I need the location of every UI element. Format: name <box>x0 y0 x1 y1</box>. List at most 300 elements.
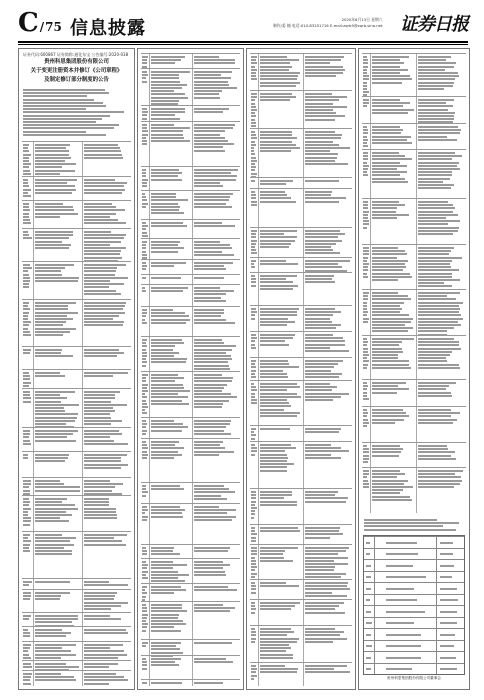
note-text-line <box>364 519 437 521</box>
table-cell-text <box>251 75 256 77</box>
table-cell-text <box>372 260 407 262</box>
table-cell-text <box>142 169 146 171</box>
table-cell-text <box>418 227 459 229</box>
table-cell-text <box>372 448 402 450</box>
table-cell-text <box>305 638 347 640</box>
table-cell-text <box>251 447 257 449</box>
table-cell-text <box>35 324 63 326</box>
table-cell-text <box>84 154 122 156</box>
table-cell-text <box>84 605 121 607</box>
table-cell-text <box>372 62 404 64</box>
table-cell-text <box>260 402 289 404</box>
table-cell-text <box>142 412 147 414</box>
table-cell-text <box>260 376 288 378</box>
table-cell-text <box>260 396 301 398</box>
table-cell-text <box>418 321 458 323</box>
table-cell-text <box>84 666 109 668</box>
table-cell-text <box>418 217 446 219</box>
table-cell-text <box>372 318 412 320</box>
table-cell-text <box>372 263 404 265</box>
table-cell-text <box>142 574 146 576</box>
table-cell-text <box>251 494 256 496</box>
table-cell-text <box>194 172 230 174</box>
table-cell-text <box>194 345 236 347</box>
table-cell-text <box>142 426 146 428</box>
table-cell-text <box>260 450 285 452</box>
table-cell-text <box>305 595 346 597</box>
table-cell-text <box>151 74 179 76</box>
table-cell-text <box>305 389 332 391</box>
table-cell-text <box>151 430 182 432</box>
table-cell-text <box>372 327 412 329</box>
table-cell-text <box>35 401 61 403</box>
table-cell-text <box>84 464 127 466</box>
table-cell-text <box>194 430 224 432</box>
table-row <box>362 379 466 407</box>
table-cell-text <box>84 355 117 357</box>
table-cell-text <box>151 574 189 576</box>
table-cell-text <box>35 598 60 600</box>
table-cell-text <box>363 357 367 359</box>
table-cell-text <box>305 233 345 235</box>
table-cell-text <box>35 657 61 659</box>
table-cell-text <box>363 260 367 262</box>
table-cell-text <box>251 501 256 503</box>
table-cell-text <box>440 576 452 578</box>
table-cell-text <box>84 663 117 665</box>
table-cell-text <box>251 592 256 594</box>
body-text-line <box>23 121 96 123</box>
table-cell-text <box>35 375 64 377</box>
table-cell-text <box>84 407 113 409</box>
table-cell-text <box>260 144 296 146</box>
table-cell-text <box>151 175 178 177</box>
table-cell-text <box>251 134 256 136</box>
table-cell-text <box>260 409 284 411</box>
table-cell-text <box>305 383 330 385</box>
table-cell-text <box>260 641 297 643</box>
table-cell-text <box>305 180 339 182</box>
table-cell-text <box>251 547 257 549</box>
table-cell-text <box>23 595 31 597</box>
table-cell-text <box>84 213 115 215</box>
table-cell-text <box>142 377 146 379</box>
table-cell-text <box>418 201 448 203</box>
table-cell-text <box>305 144 339 146</box>
body-text-line <box>23 92 109 94</box>
table-cell-text <box>366 576 371 578</box>
table-cell-text <box>84 511 116 513</box>
table-cell-text <box>305 260 350 262</box>
table-cell-text <box>251 157 256 159</box>
table-cell-text <box>194 97 220 99</box>
table-cell-text <box>151 387 184 389</box>
table-cell-text <box>194 604 222 606</box>
table-cell-text <box>418 250 451 252</box>
table-cell-text <box>260 233 284 235</box>
table-row <box>250 53 352 91</box>
table-cell-text <box>363 105 367 107</box>
table-cell-text <box>23 517 31 519</box>
table-cell-text <box>260 457 288 459</box>
table-cell-text <box>142 225 148 227</box>
table-cell-text <box>23 550 30 552</box>
table-cell-text <box>260 363 289 365</box>
amendment-table <box>22 141 131 686</box>
table-cell-text <box>194 59 234 61</box>
table-cell-text <box>23 375 30 377</box>
table-cell-text <box>372 250 405 252</box>
table-cell-text <box>260 66 292 68</box>
table-cell-text <box>418 415 451 417</box>
table-cell-text <box>23 280 30 282</box>
table-cell-text <box>84 185 124 187</box>
table-cell-text <box>23 195 31 197</box>
table-cell-text <box>305 106 347 108</box>
table-cell-text <box>305 311 341 313</box>
table-row <box>141 53 240 69</box>
table-cell-text <box>23 305 28 307</box>
table-cell-text <box>305 230 340 232</box>
table-cell-text <box>260 99 290 101</box>
table-cell-text <box>372 360 408 362</box>
table-row <box>250 625 352 663</box>
table-cell-text <box>84 305 125 307</box>
table-cell-text <box>23 520 31 522</box>
table-cell-text <box>251 334 256 336</box>
table-cell-text <box>260 194 287 196</box>
table-cell-text <box>142 664 147 666</box>
appendix-table-row <box>364 582 464 594</box>
table-cell-text <box>23 501 29 503</box>
table-cell-text <box>363 385 368 387</box>
table-cell-text <box>35 595 61 597</box>
table-cell-text <box>35 647 62 649</box>
table-cell-text <box>84 644 123 646</box>
table-cell-text <box>251 281 256 283</box>
table-cell-text <box>142 309 147 311</box>
table-cell-text <box>260 389 287 391</box>
table-cell-text <box>260 69 289 71</box>
table-cell-text <box>440 565 454 567</box>
masthead-meta <box>273 17 382 29</box>
table-cell-text <box>418 419 457 421</box>
table-cell-text <box>418 382 456 384</box>
table-cell-text <box>151 262 186 264</box>
table-cell-text <box>251 585 256 587</box>
table-cell-text <box>305 344 345 346</box>
table-cell-text <box>260 657 293 659</box>
table-cell-text <box>142 447 148 449</box>
table-cell-text <box>35 632 71 634</box>
table-cell-text <box>372 132 400 134</box>
table-cell-text <box>142 567 147 569</box>
newspaper-logo <box>400 10 468 36</box>
table-cell-text <box>151 127 190 129</box>
table-cell-text <box>251 530 255 532</box>
table-cell-text <box>35 355 73 357</box>
table-cell-text <box>418 338 454 340</box>
table-cell-text <box>418 266 451 268</box>
table-cell-text <box>194 130 225 132</box>
table-cell-text <box>194 206 232 208</box>
table-cell-text <box>84 534 127 536</box>
table-cell-text <box>35 480 60 482</box>
table-cell-text <box>84 274 115 276</box>
table-cell-text <box>35 179 77 181</box>
table-cell-text <box>35 498 67 500</box>
table-cell-text <box>84 270 116 272</box>
table-cell-text <box>84 618 121 620</box>
table-cell-text <box>305 263 338 265</box>
table-cell-text <box>363 207 368 209</box>
table-cell-text <box>372 298 410 300</box>
table-cell-text <box>372 496 410 498</box>
table-cell-text <box>35 334 63 336</box>
table-cell-text <box>418 327 454 329</box>
table-cell-text <box>194 447 225 449</box>
table-cell-text <box>84 483 123 485</box>
table-cell-text <box>142 495 146 497</box>
table-row <box>141 503 240 545</box>
table-cell-text <box>142 315 146 317</box>
table-cell-text <box>151 623 186 625</box>
table-row <box>22 346 131 370</box>
table-cell-text <box>142 232 147 234</box>
table-cell-text <box>251 537 256 539</box>
table-cell-text <box>151 196 176 198</box>
table-cell-text <box>363 220 369 222</box>
table-cell-text <box>418 305 459 307</box>
table-cell-text <box>151 380 175 382</box>
table-cell-text <box>151 444 176 446</box>
table-cell-text <box>372 445 400 447</box>
table-cell-text <box>35 423 66 425</box>
table-cell-text <box>372 451 401 453</box>
table-cell-text <box>142 199 147 201</box>
table-cell-text <box>418 230 458 232</box>
table-cell-text <box>84 315 119 317</box>
table-row <box>250 380 352 426</box>
table-cell-text <box>23 430 30 432</box>
table-cell-text <box>305 585 347 587</box>
table-cell-text <box>305 527 340 529</box>
table-cell-text <box>251 243 256 245</box>
table-cell-text <box>418 214 458 216</box>
table-cell-text <box>194 169 237 171</box>
table-cell-text <box>35 216 60 218</box>
table-cell-text <box>260 201 296 203</box>
appendix-footer: 贵州科思集团股份有限公司董事会 <box>387 676 441 680</box>
table-cell-text <box>151 339 182 341</box>
column-4 <box>358 48 470 690</box>
table-cell-text <box>35 270 60 272</box>
table-cell-text <box>151 172 182 174</box>
table-cell-text <box>305 62 330 64</box>
table-cell-text <box>372 211 395 213</box>
table-cell-text <box>305 602 344 604</box>
table-cell-text <box>151 396 188 398</box>
table-cell-text <box>142 185 147 187</box>
table-cell-text <box>418 367 460 369</box>
table-cell-text <box>251 582 255 584</box>
table-cell-text <box>418 476 461 478</box>
table-cell-text <box>260 288 293 290</box>
table-cell-text <box>372 165 407 167</box>
table-row <box>22 299 131 347</box>
table-cell-text <box>251 605 255 607</box>
table-cell-text <box>372 207 397 209</box>
table-cell-text <box>194 111 223 113</box>
table-cell-text <box>363 419 368 421</box>
table-cell-text <box>35 237 69 239</box>
table-row <box>362 406 466 443</box>
table-row <box>141 306 240 337</box>
table-cell-text <box>251 438 255 440</box>
table-cell-text <box>84 189 125 191</box>
table-cell-text <box>363 253 369 255</box>
table-cell-text <box>386 542 417 544</box>
table-cell-text <box>363 470 369 472</box>
table-cell-text <box>251 191 255 193</box>
table-cell-text <box>363 409 367 411</box>
table-cell-text <box>305 457 341 459</box>
table-cell-text <box>418 88 444 90</box>
table-cell-text <box>363 321 368 323</box>
table-cell-text <box>305 321 332 323</box>
table-cell-text <box>84 602 128 604</box>
table-cell-text <box>84 277 128 279</box>
table-cell-text <box>84 581 109 583</box>
table-cell-text <box>23 328 28 330</box>
appendix-note <box>364 519 464 531</box>
table-cell-text <box>35 163 76 165</box>
table-cell-text <box>363 69 367 71</box>
table-cell-text <box>260 638 299 640</box>
table-cell-text <box>260 665 285 667</box>
table-cell-text <box>142 374 148 376</box>
table-cell-text <box>23 654 29 656</box>
table-cell-text <box>305 533 343 535</box>
table-cell-text <box>260 131 292 133</box>
table-cell-text <box>194 56 219 58</box>
table-row <box>22 261 131 300</box>
table-cell-text <box>142 547 146 549</box>
table-cell-text <box>151 682 182 684</box>
body-text-line <box>23 118 102 120</box>
table-cell-text <box>194 485 224 487</box>
table-cell-text <box>251 233 256 235</box>
table-cell-text <box>194 287 219 289</box>
table-cell-text <box>142 287 145 289</box>
table-cell-text <box>260 428 290 430</box>
table-cell-text <box>305 337 343 339</box>
table-cell-text <box>372 392 397 394</box>
table-cell-text <box>84 394 114 396</box>
table-cell-text <box>84 540 122 542</box>
table-cell-text <box>194 312 224 314</box>
table-cell-text <box>151 209 179 211</box>
table-row <box>250 441 352 489</box>
table-cell-text <box>260 137 296 139</box>
table-cell-text <box>418 66 454 68</box>
table-cell-text <box>194 589 237 591</box>
table-cell-text <box>305 103 333 105</box>
table-cell-text <box>251 497 256 499</box>
table-cell-text <box>372 201 399 203</box>
table-cell-text <box>151 206 181 208</box>
table-cell-text <box>260 647 291 649</box>
table-cell-text <box>305 491 337 493</box>
table-cell-text <box>84 203 112 205</box>
table-row <box>250 257 352 273</box>
table-cell-text <box>84 349 119 351</box>
table-cell-text <box>251 393 255 395</box>
table-cell-text <box>363 59 368 61</box>
table-cell-text <box>35 318 73 320</box>
table-cell-text <box>142 182 147 184</box>
table-cell-text <box>305 119 335 121</box>
table-cell-text <box>366 611 371 613</box>
table-cell-text <box>251 62 257 64</box>
table-cell-text <box>23 324 28 326</box>
table-cell-text <box>260 278 286 280</box>
table-cell-text <box>305 366 334 368</box>
table-cell-text <box>418 269 459 271</box>
table-cell-text <box>194 426 226 428</box>
table-cell-text <box>418 184 454 186</box>
table-cell-text <box>35 460 65 462</box>
table-cell-text <box>142 626 147 628</box>
table-cell-text <box>151 118 180 120</box>
table-cell-text <box>84 182 126 184</box>
table-cell-text <box>363 398 369 400</box>
table-cell-text <box>194 561 223 563</box>
table-cell-text <box>251 573 257 575</box>
table-cell-text <box>305 141 333 143</box>
column-2 <box>137 48 244 690</box>
table-cell-text <box>418 470 463 472</box>
appendix-table-row <box>364 594 464 606</box>
table-cell-text <box>260 321 294 323</box>
table-cell-text <box>372 136 411 138</box>
table-cell-text <box>418 162 459 164</box>
table-cell-text <box>23 385 29 387</box>
table-cell-text <box>194 571 225 573</box>
table-cell-text <box>305 275 334 277</box>
table-cell-text <box>372 214 409 216</box>
table-cell-text <box>363 174 367 176</box>
table-cell-text <box>142 349 146 351</box>
newspaper-name: 证券日报 <box>400 14 468 35</box>
table-cell-text <box>194 268 225 270</box>
table-cell-text <box>372 102 410 104</box>
table-cell-text <box>260 62 290 64</box>
table-cell-text <box>84 324 123 326</box>
table-cell-text <box>251 510 255 512</box>
table-cell-text <box>142 114 147 116</box>
table-cell-text <box>363 364 368 366</box>
table-cell-text <box>418 82 454 84</box>
table-cell-text <box>142 380 146 382</box>
body-text-line <box>23 105 106 107</box>
table-cell-text <box>251 153 255 155</box>
table-cell-text <box>305 249 333 251</box>
table-cell-text <box>305 160 335 162</box>
table-row <box>141 601 240 640</box>
table-cell-text <box>142 265 147 267</box>
table-cell-text <box>251 634 256 636</box>
